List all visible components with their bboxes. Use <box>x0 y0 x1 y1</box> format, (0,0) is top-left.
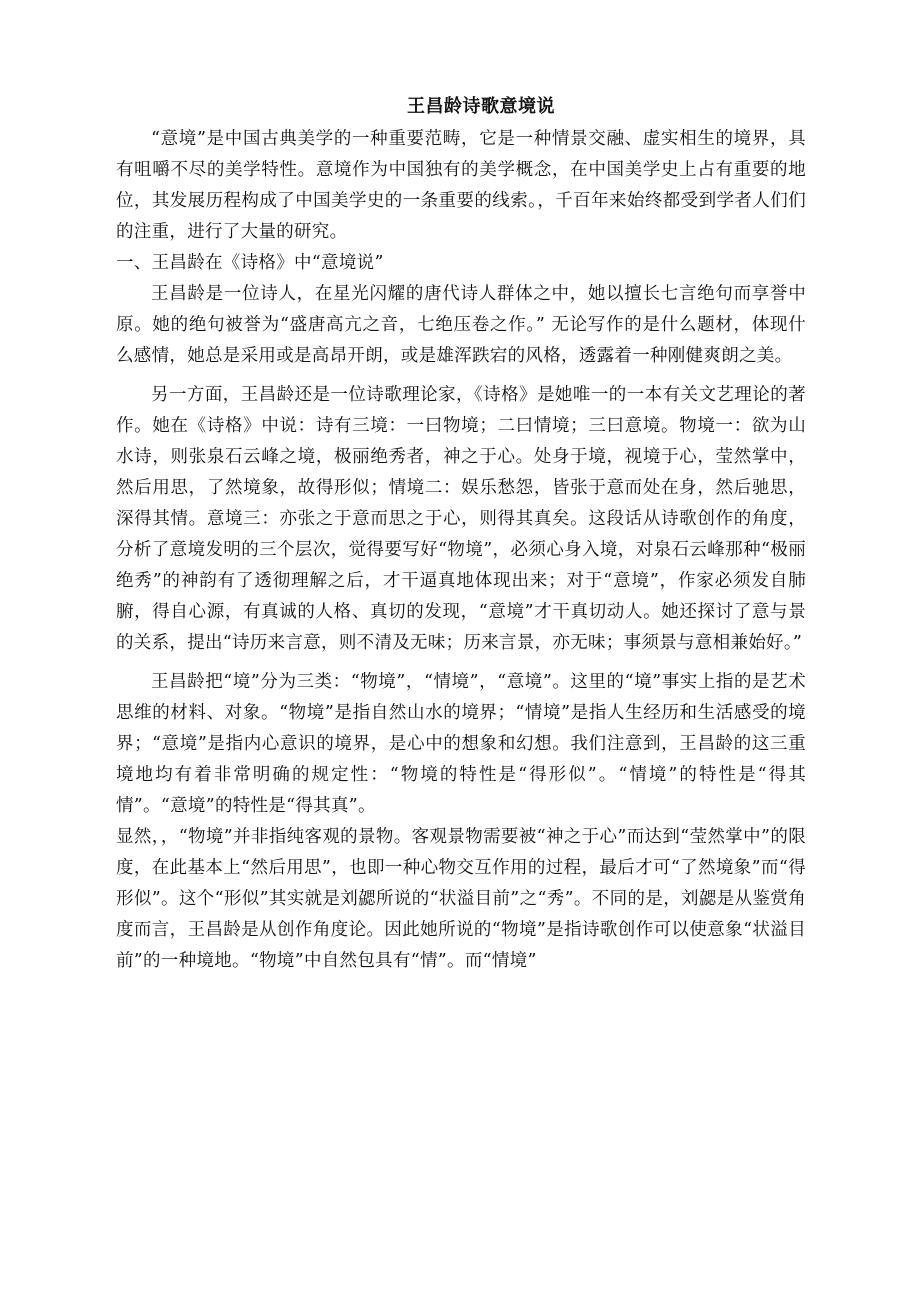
paragraph-intro: “意境”是中国古典美学的一种重要范畴，它是一种情景交融、虚实相生的境界，具有咀嚼不尽的美学特性。意境作为中国独有的美学概念，在中国美学史上占有重要的地位，其发展历程构成了中国美学史的一条重要的线索。，千百年来始终都受到学者人们们的注重，进行了大量的研究。 <box>116 129 806 242</box>
paragraph-poet: 王昌龄是一位诗人，在星光闪耀的唐代诗人群体之中，她以擅长七言绝句而享誉中原。她的绝句被誉为“盛唐高亢之音，七绝压卷之作。” 无论写作的是什么题材，体现什么感情，她总是采用或是高昂开朗，或是雄浑跌宕的风格，透露着一种刚健爽朗之美。 <box>116 284 806 366</box>
section-heading: 一、王昌龄在《诗格》中“意境说” <box>116 253 384 273</box>
document-page <box>116 92 806 977</box>
paragraph-object-realm: 显然，，“物境”并非指纯客观的景物。客观景物需要被“神之于心”而达到“莹然掌中”的限度，在此基本上“然后用思”，也即一种心物交互作用的过程，最后才可“了然境象”而“得形似”。这个“形似”其实就是刘勰所说的“状溢目前”之“秀”。不同的是，刘勰是从鉴赏角度而言，王昌龄是从创作角度论。因此她所说的“物境”是指诗歌创作可以使意象“状溢目前”的一种境地。“物境”中自然包具有“情”。而“情境” <box>116 827 806 971</box>
paragraph-three-realms: 王昌龄把“境”分为三类：“物境”，“情境”，“意境”。这里的“境”事实上指的是艺术思维的材料、对象。“物境”是指自然山水的境界；“情境”是指人生经历和生活感受的境界；“意境”是指内心意识的境界，是心中的想象和幻想。我们注意到，王昌龄的这三重境地均有着非常明确的规定性：“物境的特性是“得形似”。“情境”的特性是“得其情”。“意境”的特性是“得其真”。 <box>116 672 806 816</box>
paragraph-theory: 另一方面，王昌龄还是一位诗歌理论家，《诗格》是她唯一的一本有关文艺理论的著作。她在《诗格》中说：诗有三境：一曰物境；二曰情境；三曰意境。物境一：欲为山水诗，则张泉石云峰之境，极丽绝秀者，神之于心。处身于境，视境于心，莹然掌中，然后用思，了然境象，故得形似；情境二：娱乐愁怨，皆张于意而处在身，然后驰思，深得其情。意境三：亦张之于意而思之于心，则得其真矣。这段话从诗歌创作的角度，分析了意境发明的三个层次，觉得要写好“物境”，必须心身入境，对泉石云峰那种“极丽绝秀”的神韵有了透彻理解之后，才干逼真地体现出来；对于“意境”，作家必须发自肺腑，得自心源，有真诚的人格、真切的发现，“意境”才干真切动人。她还探讨了意与景的关系，提出“诗历来言意，则不清及无味；历来言景，亦无味；事须景与意相兼始好。” <box>116 385 806 653</box>
document-title: 王昌龄诗歌意境说 <box>407 96 555 117</box>
